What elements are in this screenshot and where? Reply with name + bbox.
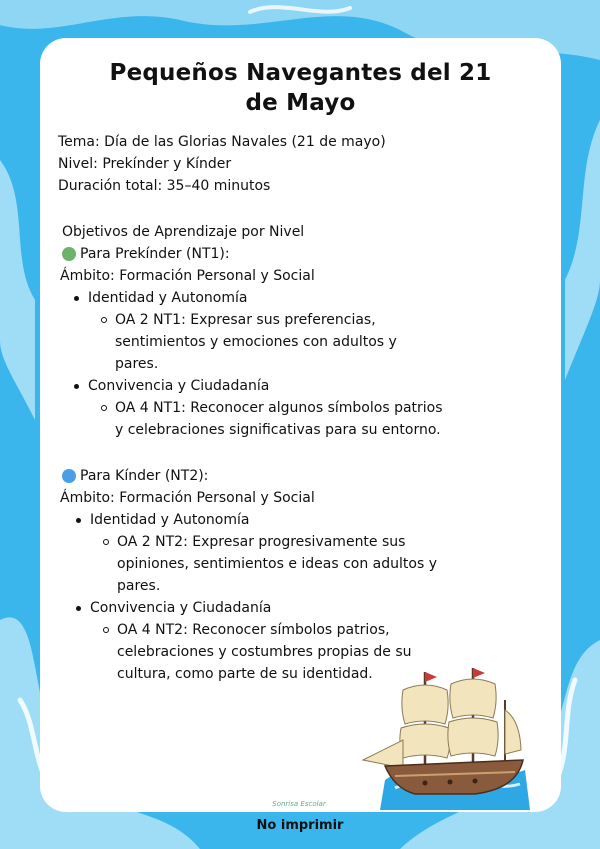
prekinder-ambito: Ámbito: Formación Personal y Social <box>60 268 315 284</box>
kinder-oa4: OA 4 NT2: Reconocer símbolos patrios, <box>117 619 390 641</box>
prekinder-item-convivencia: Convivencia y Ciudadanía <box>88 375 269 397</box>
duracion-line: Duración total: 35–40 minutos <box>58 178 271 194</box>
kinder-oa4-cont: cultura, como parte de su identidad. <box>117 666 373 682</box>
green-circle-icon <box>62 247 76 261</box>
prekinder-oa4-cont: y celebraciones significativas para su entorno. <box>115 422 441 438</box>
tema-line: Tema: Día de las Glorias Navales (21 de mayo) <box>58 134 386 150</box>
kinder-item-identidad: Identidad y Autonomía <box>90 509 249 531</box>
footer-note: No imprimir <box>256 818 344 833</box>
kinder-oa2-cont: opiniones, sentimientos e ideas con adultos y <box>117 556 437 572</box>
prekinder-oa2-cont: sentimientos y emociones con adultos y <box>115 334 397 350</box>
nivel-line: Nivel: Prekínder y Kínder <box>58 156 232 172</box>
kinder-item-convivencia: Convivencia y Ciudadanía <box>90 597 271 619</box>
objetivos-heading: Objetivos de Aprendizaje por Nivel <box>62 224 305 240</box>
page-title: Pequeños Navegantes del 21 de Mayo <box>109 60 492 116</box>
prekinder-oa4: OA 4 NT1: Reconocer algunos símbolos patrios <box>115 397 443 419</box>
kinder-oa4-cont: celebraciones y costumbres propias de su <box>117 644 412 660</box>
sailing-ship-illustration <box>355 660 535 815</box>
prekinder-item-identidad: Identidad y Autonomía <box>88 287 247 309</box>
kinder-heading: Para Kínder (NT2): <box>80 468 209 484</box>
blue-circle-icon <box>62 469 76 483</box>
brand-logo: Sonrisa Escolar <box>272 800 326 808</box>
kinder-oa2: OA 2 NT2: Expresar progresivamente sus <box>117 531 405 553</box>
prekinder-heading: Para Prekínder (NT1): <box>80 246 230 262</box>
kinder-ambito: Ámbito: Formación Personal y Social <box>60 490 315 506</box>
prekinder-oa2: OA 2 NT1: Expresar sus preferencias, <box>115 309 376 331</box>
prekinder-oa2-cont: pares. <box>115 356 159 372</box>
kinder-oa2-cont: pares. <box>117 578 161 594</box>
